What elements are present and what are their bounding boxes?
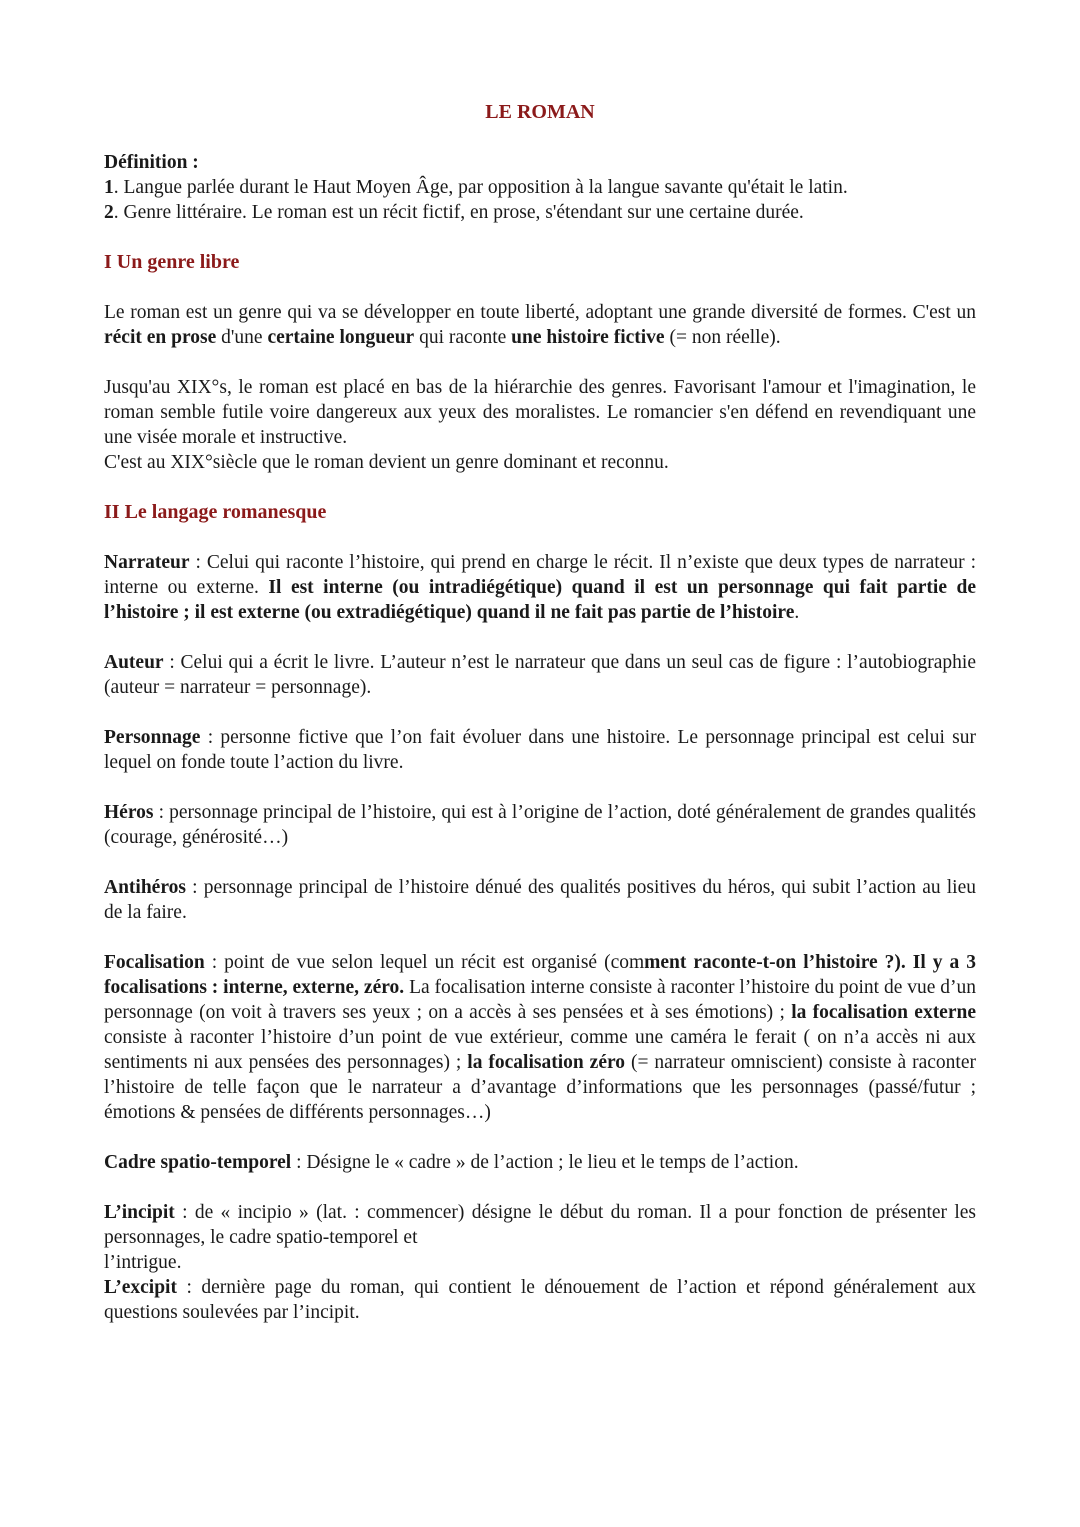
definition-antiheros: Antihéros : personnage principal de l’histoire dénué des qualités positives du héros, qui subit l’action au lieu de la faire. <box>104 877 976 923</box>
definition-heros: Héros : personnage principal de l’histoire, qui est à l’origine de l’action, doté généralement de grandes qualités (courage, générosité…) <box>104 802 976 848</box>
document-title: LE ROMAN <box>485 101 595 123</box>
section1-paragraph-3: C'est au XIX°siècle que le roman devient un genre dominant et reconnu. <box>104 452 669 473</box>
definition-item-1: 1. Langue parlée durant le Haut Moyen Âge, par opposition à la langue savante qu'était le latin. <box>104 177 848 198</box>
definition-personnage: Personnage : personne fictive que l’on fait évoluer dans une histoire. Le personnage principal est celui sur lequel on fonde toute l’action du livre. <box>104 727 976 773</box>
definition-excipit: L’excipit : dernière page du roman, qui contient le dénouement de l’action et répond généralement aux questions soulevées par l’incipit. <box>104 1277 976 1323</box>
document-page <box>104 100 976 1325</box>
section-heading-2: II Le langage romanesque <box>104 501 327 523</box>
section1-paragraph-2: Jusqu'au XIX°s, le roman est placé en bas de la hiérarchie des genres. Favorisant l'amour et l'imagination, le roman semble futile voire dangereux aux yeux des moralistes. Le romancier s'en défend en revendiquant une une visée morale et instructive. <box>104 377 976 448</box>
definition-auteur: Auteur : Celui qui a écrit le livre. L’auteur n’est le narrateur que dans un seul cas de figure : l’autobiographie (auteur = narrateur = personnage). <box>104 652 976 698</box>
definition-narrateur: Narrateur : Celui qui raconte l’histoire, qui prend en charge le récit. Il n’existe que deux types de narrateur : interne ou externe. Il est interne (ou intradiégétique) quand il est un personnage qui fait partie de l’histoire ; il est externe (ou extradiégétique) quand il ne fait pas partie de l’histoire. <box>104 552 976 623</box>
section1-paragraph-1: Le roman est un genre qui va se développer en toute liberté, adoptant une grande diversité de formes. C'est un récit en prose d'une certaine longueur qui raconte une histoire fictive (= non réelle). <box>104 302 976 348</box>
section-heading-1: I Un genre libre <box>104 251 240 273</box>
definition-label: Définition : <box>104 152 199 173</box>
definition-item-2: 2. Genre littéraire. Le roman est un récit fictif, en prose, s'étendant sur une certaine durée. <box>104 202 804 223</box>
definition-incipit: L’incipit : de « incipio » (lat. : commencer) désigne le début du roman. Il a pour fonction de présenter les personnages, le cadre spatio-temporel et <box>104 1202 976 1248</box>
definition-focalisation: Focalisation : point de vue selon lequel un récit est organisé (comment raconte-t-on l’histoire ?). Il y a 3 focalisations : interne, externe, zéro. La focalisation interne consiste à raconter l’histoire du point de vue d’un personnage (on voit à travers ses yeux ; on a accès à ses pensées et à ses émotions) ; la focalisation externe consiste à raconter l’histoire d’un point de vue extérieur, comme une caméra le ferait ( on n’a accès ni aux sentiments ni aux pensées des personnages) ; la focalisation zéro (= narrateur omniscient) consiste à raconter l’histoire de telle façon que le narrateur a d’avantage d’informations que les personnages (passé/futur ; émotions & pensées de différents personnages…) <box>104 952 977 1123</box>
definition-incipit-end: l’intrigue. <box>104 1252 182 1273</box>
definition-cadre: Cadre spatio-temporel : Désigne le « cadre » de l’action ; le lieu et le temps de l’action. <box>104 1152 799 1173</box>
